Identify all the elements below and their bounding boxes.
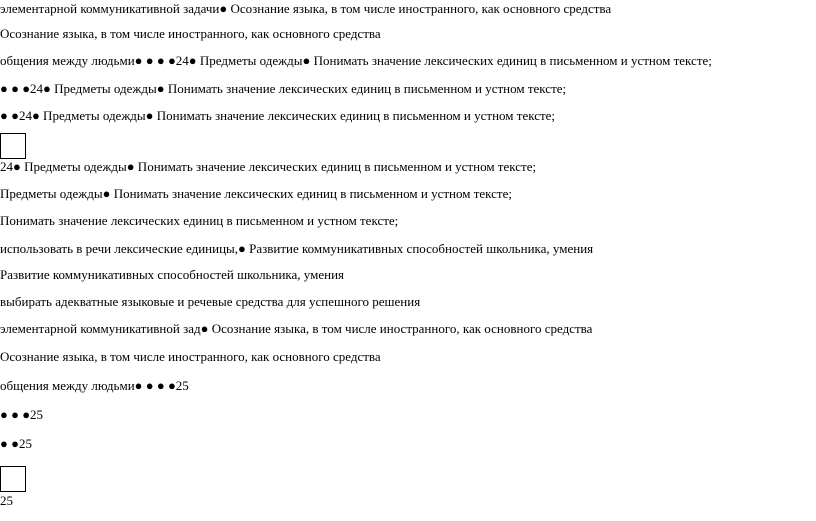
text-line-17: 25 <box>0 493 13 508</box>
text-line-11: выбирать адекватные языковые и речевые средства для успешного решения <box>0 294 421 309</box>
text-line-15: ● ● ●25 <box>0 407 44 422</box>
text-line-4: ● ● ●24● Предметы одежды● Понимать значение лексических единиц в письменном и устном тексте; <box>0 81 567 96</box>
empty-box <box>0 466 26 492</box>
text-line-7: Предметы одежды● Понимать значение лексических единиц в письменном и устном тексте; <box>0 186 512 201</box>
text-line-16: ● ●25 <box>0 436 32 451</box>
text-line-5: ● ●24● Предметы одежды● Понимать значение лексических единиц в письменном и устном тексте; <box>0 108 556 123</box>
text-line-12: элементарной коммуникативной зад● Осознание языка, в том числе иностранного, как основного средства <box>0 321 593 336</box>
text-line-14: общения между людьми● ● ● ●25 <box>0 378 189 393</box>
text-line-3: общения между людьми● ● ● ●24● Предметы одежды● Понимать значение лексических единиц в письменном и устном тексте; <box>0 53 712 68</box>
text-line-6: 24● Предметы одежды● Понимать значение лексических единиц в письменном и устном тексте; <box>0 159 537 174</box>
text-line-1: элементарной коммуникативной задачи● Осознание языка, в том числе иностранного, как основного средства <box>0 1 612 16</box>
text-line-8: Понимать значение лексических единиц в письменном и устном тексте; <box>0 213 399 228</box>
text-line-2: Осознание языка, в том числе иностранного, как основного средства <box>0 26 381 41</box>
empty-box <box>0 133 26 159</box>
text-line-13: Осознание языка, в том числе иностранного, как основного средства <box>0 349 381 364</box>
text-line-9: использовать в речи лексические единицы,● Развитие коммуникативных способностей школьника, умения <box>0 241 594 256</box>
text-line-10: Развитие коммуникативных способностей школьника, умения <box>0 267 345 282</box>
